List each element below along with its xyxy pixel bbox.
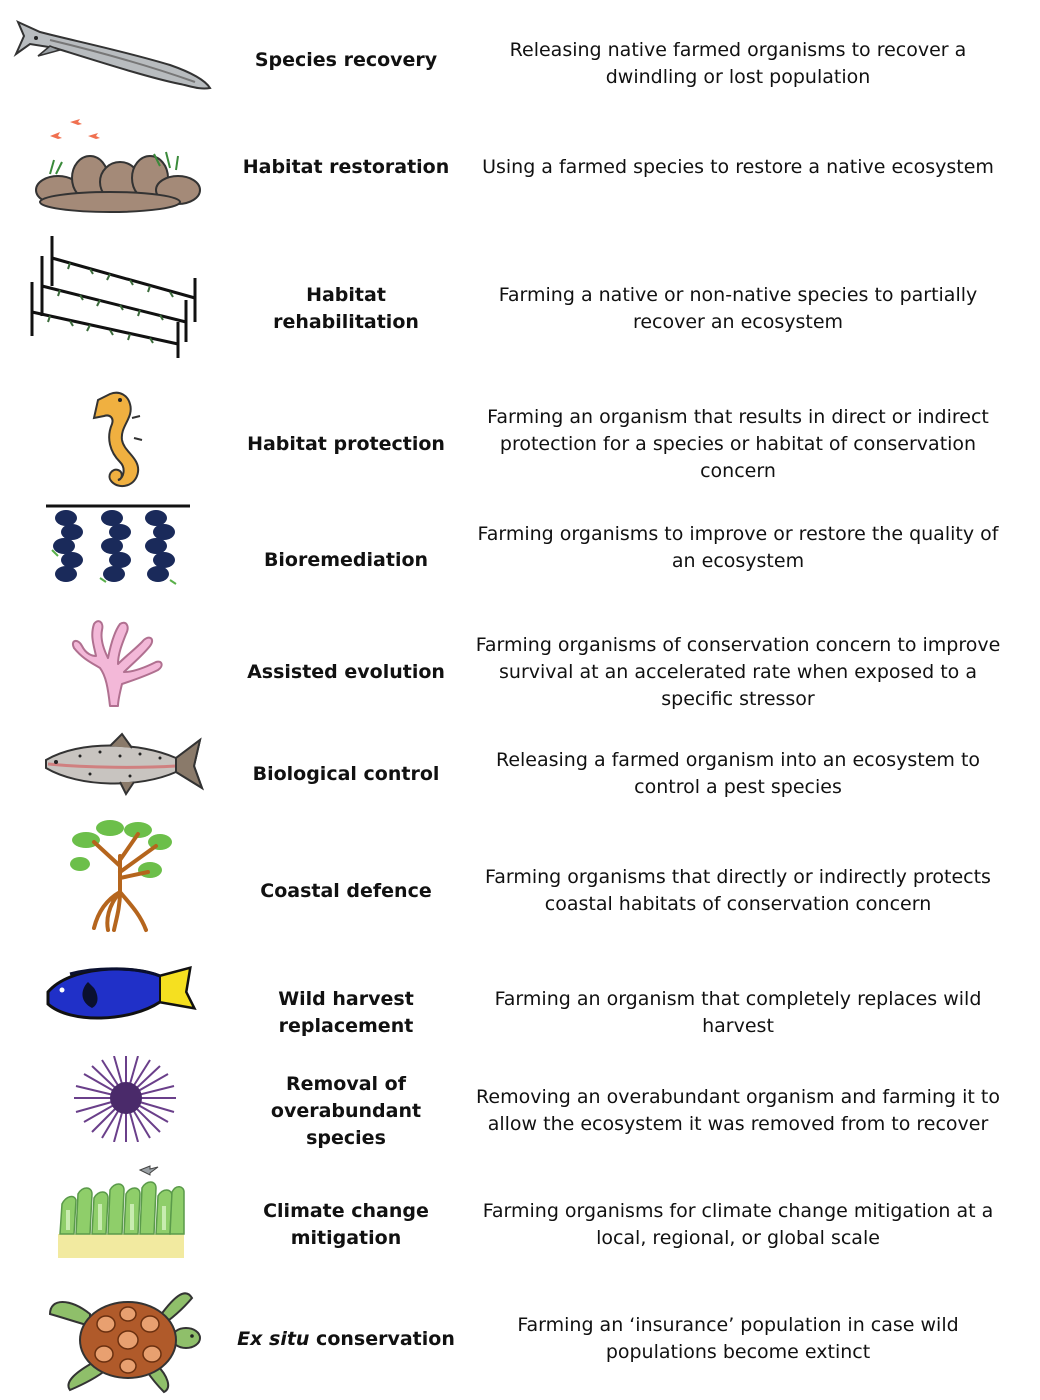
table-row bbox=[0, 1284, 1040, 1394]
table-row bbox=[0, 226, 1040, 366]
row-description: Removing an overabundant organism and farming it to allow the ecosystem it was removed from to recover bbox=[476, 1086, 1000, 1135]
row-name bbox=[232, 958, 460, 1068]
row-name-text bbox=[237, 1326, 455, 1353]
row-name-text: Wild harvest replacement bbox=[278, 988, 414, 1037]
mangrove-icon bbox=[10, 816, 220, 940]
row-name-rest: conservation bbox=[309, 1327, 455, 1350]
coral-icon bbox=[10, 610, 220, 718]
table-row bbox=[0, 500, 1040, 600]
table-row bbox=[0, 10, 1040, 110]
row-description: Farming organisms for climate change mitigation at a local, regional, or global scale bbox=[482, 1200, 994, 1249]
row-name: Habitat protection bbox=[247, 432, 445, 455]
table-row bbox=[0, 610, 1040, 718]
row-description: Farming organisms to improve or restore the quality of an ecosystem bbox=[477, 523, 999, 572]
row-name-italic: Ex situ bbox=[237, 1327, 310, 1350]
table-row bbox=[0, 726, 1040, 826]
row-description: Releasing a farmed organism into an ecosystem to control a pest species bbox=[495, 749, 981, 798]
row-description: Farming an ‘insurance’ population in case wild populations become extinct bbox=[517, 1314, 959, 1363]
sea-turtle-icon bbox=[10, 1284, 220, 1394]
row-description: Farming organisms of conservation concern to improve survival at an accelerated rate when exposed to a specific stressor bbox=[475, 633, 1001, 710]
oyster-reef-icon bbox=[10, 112, 220, 222]
mussel-ropes-icon bbox=[10, 500, 220, 600]
table-row bbox=[0, 816, 1040, 940]
seahorse-icon bbox=[10, 378, 220, 496]
row-name: Habitat rehabilitation bbox=[273, 284, 419, 333]
row-name bbox=[232, 1164, 460, 1286]
blue-tang-icon bbox=[10, 958, 220, 1038]
row-name: Habitat restoration bbox=[242, 155, 450, 178]
row-description: Farming organisms that directly or indirectly protects coastal habitats of conservation concern bbox=[485, 866, 991, 915]
table-row bbox=[0, 1164, 1040, 1260]
sea-urchin-icon bbox=[10, 1056, 220, 1142]
row-description: Farming a native or non-native species to partially recover an ecosystem bbox=[498, 284, 978, 333]
row-description: Releasing native farmed organisms to recover a dwindling or lost population bbox=[509, 39, 967, 88]
row-description: Farming an organism that completely replaces wild harvest bbox=[494, 988, 982, 1037]
trout-icon bbox=[10, 726, 220, 826]
row-description: Using a farmed species to restore a native ecosystem bbox=[482, 155, 994, 178]
row-name bbox=[232, 1284, 460, 1394]
table-row bbox=[0, 378, 1040, 496]
row-name: Removal of overabundant species bbox=[270, 1072, 422, 1149]
table-row bbox=[0, 112, 1040, 222]
row-name: Biological control bbox=[252, 762, 440, 785]
row-name: Coastal defence bbox=[260, 879, 432, 902]
table-row bbox=[0, 1056, 1040, 1149]
row-name: Species recovery bbox=[254, 48, 438, 71]
row-name: Bioremediation bbox=[263, 548, 429, 571]
sturgeon-icon bbox=[10, 10, 220, 110]
seaweed-longline-icon bbox=[10, 226, 220, 366]
row-name-text: Climate change mitigation bbox=[263, 1200, 429, 1249]
row-name: Assisted evolution bbox=[247, 660, 445, 683]
row-description: Farming an organism that results in direct or indirect protection for a species or habitat of conservation concern bbox=[487, 405, 989, 482]
seagrass-icon bbox=[10, 1164, 220, 1260]
table-row bbox=[0, 958, 1040, 1038]
